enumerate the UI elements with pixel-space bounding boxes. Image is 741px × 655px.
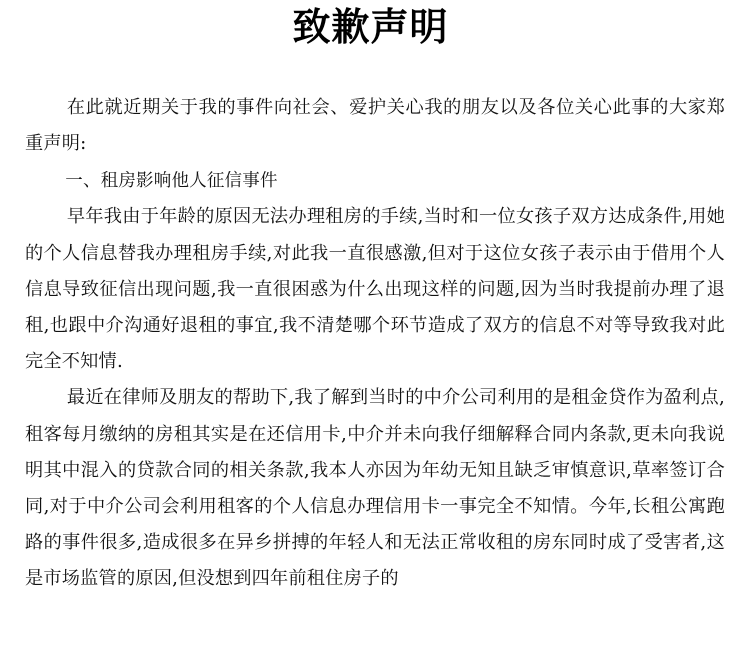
body-paragraph-1: 早年我由于年龄的原因无法办理租房的手续,当时和一位女孩子双方达成条件,用她的个人信息替我办理租房手续,对此我一直很感激,但对于这位女孩子表示由于借用个人信息导致征信出现问题,我一直很困惑为什么出现这样的问题,因为当时我提前办理了退租,也跟中介沟通好退租的事宜,我不清楚哪个环节造成了双方的信息不对等导致我对此完全不知情. — [25, 206, 725, 373]
document-title: 致歉声明 — [292, 5, 449, 49]
intro-paragraph: 在此就近期关于我的事件向社会、爱护关心我的朋友以及各位关心此事的大家郑重声明: — [25, 97, 725, 155]
section-heading: 一、租房影响他人征信事件 — [65, 171, 278, 192]
document-body — [25, 90, 725, 598]
body-paragraph-2: 最近在律师及朋友的帮助下,我了解到当时的中介公司利用的是租金贷作为盈利点,租客每月缴纳的房租其实是在还信用卡,中介并未向我仔细解释合同内条款,更未向我说明其中混入的贷款合同的相关条款,我本人亦因为年幼无知且缺乏审慎意识,草率签订合同,对于中介公司会利用租客的个人信息办理信用卡一事完全不知情。今年,长租公寓跑路的事件很多,造成很多在异乡拼搏的年轻人和无法正常收租的房东同时成了受害者,这是市场监管的原因,但没想到四年前租住房子的 — [25, 387, 725, 590]
